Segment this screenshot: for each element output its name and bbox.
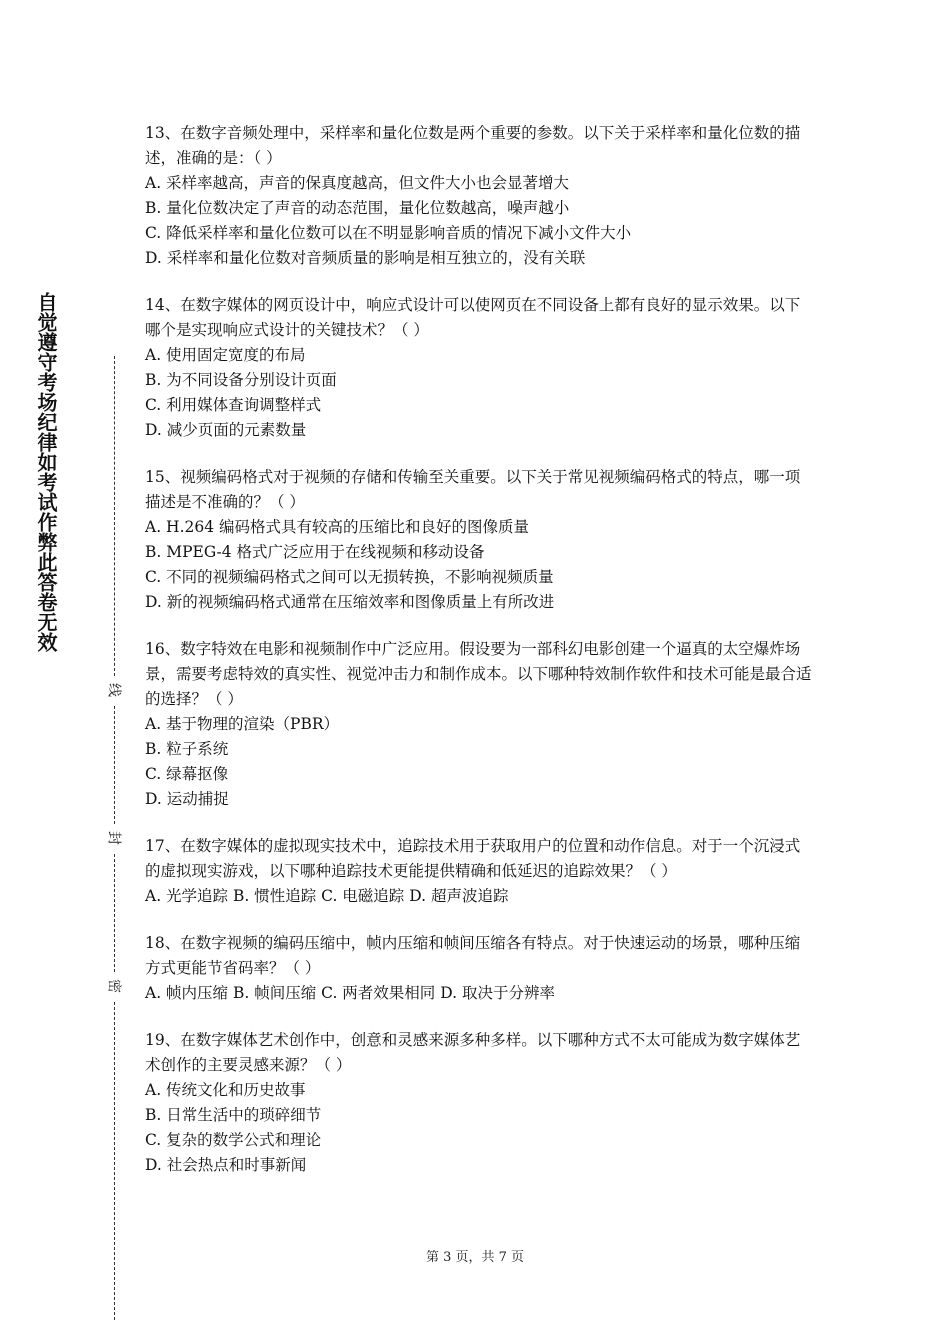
option-a: A. 采样率越高，声音的保真度越高，但文件大小也会显著增大 xyxy=(145,174,570,192)
question-stem: 14、在数字媒体的网页设计中，响应式设计可以使网页在不同设备上都有良好的显示效果。以下哪个是实现响应式设计的关键技术？（ ） xyxy=(145,296,801,339)
seal-line-top xyxy=(114,356,115,676)
option-d: D. 采样率和量化位数对音频质量的影响是相互独立的，没有关联 xyxy=(145,249,586,267)
option-c: C. 降低采样率和量化位数可以在不明显影响音质的情况下减小文件大小 xyxy=(145,224,632,242)
question-17 xyxy=(145,834,815,909)
option-b: B. 为不同设备分别设计页面 xyxy=(145,371,337,389)
option-b: B. 量化位数决定了声音的动态范围，量化位数越高，噪声越小 xyxy=(145,199,570,217)
question-16 xyxy=(145,637,815,812)
inline-options: A. 光学追踪 B. 惯性追踪 C. 电磁追踪 D. 超声波追踪 xyxy=(145,887,509,905)
question-18 xyxy=(145,931,815,1006)
option-d: D. 减少页面的元素数量 xyxy=(145,421,307,439)
question-15 xyxy=(145,465,815,615)
option-a: A. 传统文化和历史故事 xyxy=(145,1081,306,1099)
option-c: C. 绿幕抠像 xyxy=(145,765,229,783)
option-c: C. 不同的视频编码格式之间可以无损转换，不影响视频质量 xyxy=(145,568,554,586)
option-c: C. 利用媒体查询调整样式 xyxy=(145,396,322,414)
seal-line-bottom xyxy=(114,1002,115,1320)
option-b: B. MPEG-4 格式广泛应用于在线视频和移动设备 xyxy=(145,543,485,561)
option-d: D. 社会热点和时事新闻 xyxy=(145,1156,307,1174)
question-19 xyxy=(145,1028,815,1178)
question-stem: 15、视频编码格式对于视频的存储和传输至关重要。以下关于常见视频编码格式的特点，哪一项描述是不准确的？（ ） xyxy=(145,468,801,511)
seal-mark-secret: 密 xyxy=(108,977,122,993)
option-b: B. 日常生活中的琐碎细节 xyxy=(145,1106,322,1124)
option-b: B. 粒子系统 xyxy=(145,740,229,758)
option-a: A. 使用固定宽度的布局 xyxy=(145,346,306,364)
seal-mark-line: 线 xyxy=(108,681,122,697)
exam-discipline-notice: 自觉遵守考场纪律如考试作弊此答卷无效 xyxy=(34,292,58,652)
seal-mark-seal: 封 xyxy=(108,829,122,845)
seal-line-lower xyxy=(114,854,115,972)
question-stem: 17、在数字媒体的虚拟现实技术中，追踪技术用于获取用户的位置和动作信息。对于一个沉浸式的虚拟现实游戏，以下哪种追踪技术更能提供精确和低延迟的追踪效果？（ ） xyxy=(145,837,801,880)
inline-options: A. 帧内压缩 B. 帧间压缩 C. 两者效果相同 D. 取决于分辨率 xyxy=(145,984,555,1002)
option-d: D. 运动捕捉 xyxy=(145,790,229,808)
question-13 xyxy=(145,121,815,271)
question-stem: 16、数字特效在电影和视频制作中广泛应用。假设要为一部科幻电影创建一个逼真的太空爆炸场景，需要考虑特效的真实性、视觉冲击力和制作成本。以下哪种特效制作软件和技术可能是最合适的选择？（ ） xyxy=(145,640,812,708)
page-number: 第 3 页，共 7 页 xyxy=(425,1250,525,1265)
question-stem: 18、在数字视频的编码压缩中，帧内压缩和帧间压缩各有特点。对于快速运动的场景，哪种压缩方式更能节省码率？（ ） xyxy=(145,934,801,977)
question-stem: 19、在数字媒体艺术创作中，创意和灵感来源多种多样。以下哪种方式不太可能成为数字媒体艺术创作的主要灵感来源？（ ） xyxy=(145,1031,801,1074)
question-list xyxy=(145,121,815,1200)
question-14 xyxy=(145,293,815,443)
seal-line-middle xyxy=(114,706,115,824)
option-a: A. 基于物理的渲染（PBR） xyxy=(145,715,340,733)
option-a: A. H.264 编码格式具有较高的压缩比和良好的图像质量 xyxy=(145,518,530,536)
question-stem: 13、在数字音频处理中，采样率和量化位数是两个重要的参数。以下关于采样率和量化位数的描述，准确的是：（ ） xyxy=(145,124,801,167)
option-d: D. 新的视频编码格式通常在压缩效率和图像质量上有所改进 xyxy=(145,593,555,611)
option-c: C. 复杂的数学公式和理论 xyxy=(145,1131,322,1149)
